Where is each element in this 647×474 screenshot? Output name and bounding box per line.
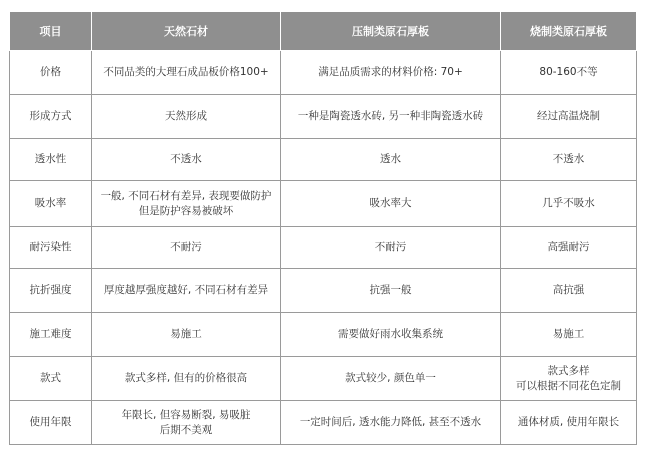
comparison-table-container <box>9 11 636 445</box>
table-cell <box>92 227 281 269</box>
row-label: 透水性 <box>10 139 92 181</box>
header-fired-slab: 烧制类原石厚板 <box>501 12 637 51</box>
cell-text: 不透水 <box>170 153 202 165</box>
cell-text: 款式多样, 但有的价格很高 <box>124 372 248 384</box>
table-cell <box>501 181 637 227</box>
table-row <box>10 227 637 269</box>
cell-text: 款式较少, 颜色单一 <box>345 372 436 384</box>
table-cell <box>92 181 281 227</box>
table-cell <box>501 95 637 139</box>
header-row <box>10 12 637 51</box>
cell-text: 需要做好雨水收集系统 <box>338 328 443 340</box>
cell-text: 经过高温烧制 <box>537 110 600 122</box>
table-row <box>10 181 637 227</box>
table-row <box>10 95 637 139</box>
cell-text: 不耐污 <box>170 241 202 253</box>
cell-text: 高强耐污 <box>547 241 590 253</box>
cell-text: 80-160不等 <box>539 66 598 78</box>
table-cell <box>501 269 637 313</box>
table-row <box>10 139 637 181</box>
header-natural-stone: 天然石材 <box>92 12 281 51</box>
cell-text: 可以根据不同花色定制 <box>516 379 621 392</box>
cell-text: 一种是陶瓷透水砖, 另一种非陶瓷透水砖 <box>297 110 484 122</box>
cell-text: 通体材质, 使用年限长 <box>517 416 620 428</box>
cell-text: 天然形成 <box>165 110 207 122</box>
table-cell <box>501 357 637 401</box>
row-label: 价格 <box>10 51 92 95</box>
table-row <box>10 313 637 357</box>
table-cell <box>92 51 281 95</box>
table-cell <box>92 357 281 401</box>
table-cell <box>501 139 637 181</box>
cell-text: 一般, 不同石材有差异, 表现要做防护 <box>100 189 272 202</box>
cell-text: 抗强一般 <box>369 284 412 296</box>
row-label: 施工难度 <box>10 313 92 357</box>
cell-text: 易施工 <box>552 328 585 340</box>
cell-text: 高抗强 <box>552 284 585 296</box>
header-pressed-slab: 压制类原石厚板 <box>281 12 501 51</box>
row-label: 使用年限 <box>10 401 92 445</box>
cell-text: 但是防护容易被破坏 <box>138 204 234 217</box>
table-cell <box>281 313 501 357</box>
cell-text: 几乎不吸水 <box>542 197 595 209</box>
table-cell <box>92 95 281 139</box>
table-cell <box>281 401 501 445</box>
table-cell <box>92 313 281 357</box>
table-cell <box>501 313 637 357</box>
table-cell <box>92 401 281 445</box>
cell-text: 透水 <box>380 153 401 165</box>
cell-text: 满足品质需求的材料价格: 70+ <box>318 66 463 78</box>
row-label: 耐污染性 <box>10 227 92 269</box>
table-cell <box>281 181 501 227</box>
table-cell <box>281 139 501 181</box>
row-label: 款式 <box>10 357 92 401</box>
table-cell <box>281 95 501 139</box>
row-label: 吸水率 <box>10 181 92 227</box>
table-cell <box>92 269 281 313</box>
table-cell <box>92 139 281 181</box>
row-label: 形成方式 <box>10 95 92 139</box>
cell-text: 后期不美观 <box>159 423 213 436</box>
table-row <box>10 269 637 313</box>
cell-text: 厚度越厚强度越好, 不同石材有差异 <box>103 284 269 296</box>
cell-text: 易施工 <box>170 328 202 340</box>
table-cell <box>281 357 501 401</box>
stone-slab-comparison-table <box>9 11 637 445</box>
table-cell <box>281 227 501 269</box>
cell-text: 一定时间后, 透水能力降低, 甚至不透水 <box>299 416 482 428</box>
table-row <box>10 51 637 95</box>
cell-text: 不耐污 <box>374 241 407 253</box>
cell-text: 年限长, 但容易断裂, 易吸脏 <box>121 408 251 421</box>
table-cell <box>281 269 501 313</box>
table-cell <box>501 51 637 95</box>
cell-text: 款式多样 <box>547 364 590 377</box>
row-label: 抗折强度 <box>10 269 92 313</box>
table-cell <box>281 51 501 95</box>
table-cell <box>501 401 637 445</box>
header-item: 项目 <box>10 12 92 51</box>
table-row <box>10 401 637 445</box>
table-row <box>10 357 637 401</box>
cell-text: 不透水 <box>552 153 585 165</box>
cell-text: 吸水率大 <box>369 197 412 209</box>
table-cell <box>501 227 637 269</box>
cell-text: 不同品类的大理石成品板价格100+ <box>103 66 269 78</box>
